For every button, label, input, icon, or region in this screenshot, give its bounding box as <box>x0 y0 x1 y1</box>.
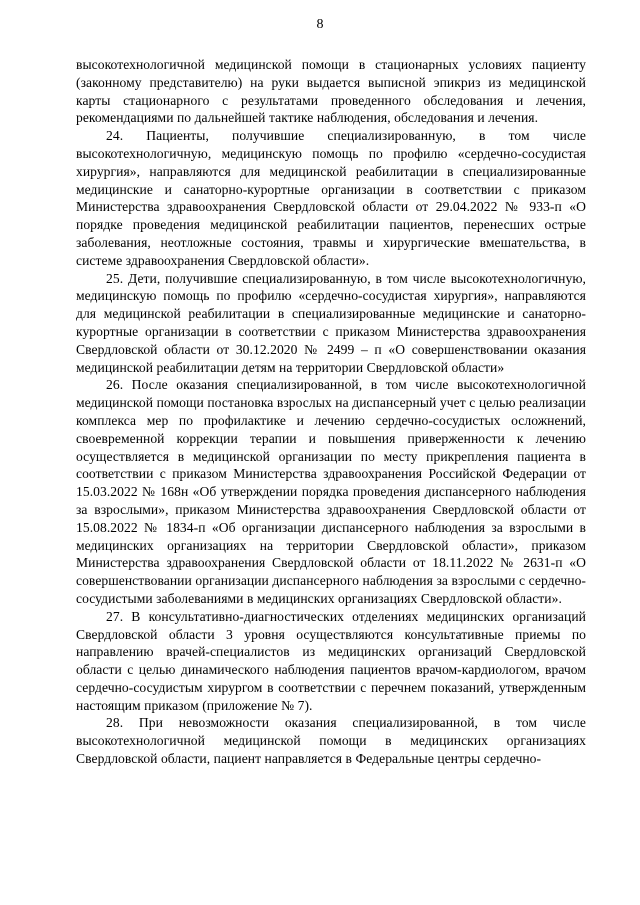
paragraph-27: 27. В консультативно-диагностических отделениях медицинских организаций Свердловской области 3 уровня осуществляются консультативные приемы по направлению врачей-специалистов из медицинских организаций Свердловской области с целью динамического наблюдения пациентов врачом-кардиологом, врачом сердечно-сосудистым хирургом в соответствии с перечнем показаний, утвержденным настоящим приказом (приложение № 7). <box>76 608 586 713</box>
paragraph-28: 28. При невозможности оказания специализированной, в том числе высокотехнологичной медицинской помощи в медицинских организациях Свердловской области, пациент направляется в Федеральные центры сердечно- <box>76 715 586 767</box>
paragraph-26: 26. После оказания специализированной, в том числе высокотехнологичной медицинской помощи постановка взрослых на диспансерный учет с целью реализации комплекса мер по профилактике и лечению сердечно-сосудистых осложнений, своевременной коррекции терапии и повышения приверженности к лечению осуществляется в медицинской организации по месту прикрепления пациента в соответствии с приказом Министерства здравоохранения Российской Федерации от 15.03.2022 № 168н «Об утверждении порядка проведения диспансерного наблюдения за взрослыми», приказом Министерства здравоохранения Свердловской области от 15.08.2022 № 1834-п «Об организации диспансерного наблюдения за взрослыми в медицинских организациях на территории Свердловской области», приказом Министерства здравоохранения Свердловской области от 18.11.2022 № 2631-п «О совершенствовании организации диспансерного наблюдения за взрослыми с сердечно-сосудистыми заболеваниями в медицинских организациях Свердловской области». <box>76 377 586 606</box>
paragraph-24: 24. Пациенты, получившие специализированную, в том числе высокотехнологичную, медицинскую помощь по профилю «сердечно-сосудистая хирургия», направляются для медицинской реабилитации в специализированные медицинские и санаторно-курортные организации в соответствии с приказом Министерства здравоохранения Свердловской области от 29.04.2022 № 933-п «О порядке проведения медицинской реабилитации пациентов, перенесших острые заболевания, неотложные состояния, травмы и хирургические вмешательства, в системе здравоохранения Свердловской области». <box>76 128 586 268</box>
paragraph-continuation: высокотехнологичной медицинской помощи в стационарных условиях пациенту (законному представителю) на руки выдается выписной эпикриз из медицинской карты стационарного с результатами проведенного обследования и лечения, рекомендациями по дальнейшей тактике наблюдения, обследования и лечения. <box>76 57 586 126</box>
document-body <box>76 56 586 768</box>
page-number: 8 <box>316 17 324 32</box>
paragraph-25: 25. Дети, получившие специализированную, в том числе высокотехнологичную, медицинскую помощь по профилю «сердечно-сосудистая хирургия», направляются для медицинской реабилитации в специализированные медицинские и санаторно-курортные организации в соответствии с приказом Министерства здравоохранения Свердловской области от 30.12.2020 № 2499 – п «О совершенствовании оказания медицинской реабилитации детям на территории Свердловской области» <box>76 270 586 375</box>
